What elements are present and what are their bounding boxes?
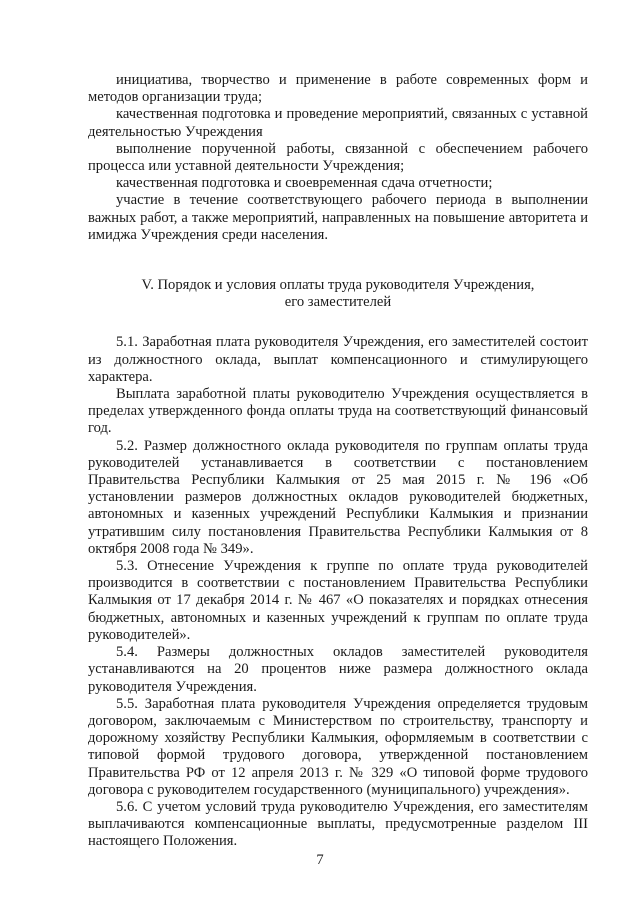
spacer: [88, 311, 588, 334]
paragraph-5-4: 5.4. Размеры должностных окладов заместителей руководителя устанавливаются на 20 процентов ниже размера должностного оклада руководителя Учреждения.: [88, 644, 588, 695]
paragraph-5-3: 5.3. Отнесение Учреждения к группе по оплате труда руководителей производится в соответствии с постановлением Правительства Республики Калмыкия от 17 декабря 2014 г. № 467 «О показателях и порядках отнесения бюджетных, автономных и казенных учреждений к группам по оплате труда руководителей».: [88, 558, 588, 643]
section-heading: [88, 277, 588, 311]
paragraph-salary-payment: Выплата заработной платы руководителю Учреждения осуществляется в пределах утвержденного фонда оплаты труда на соответствующий финансовый год.: [88, 386, 588, 437]
paragraph-5-6: 5.6. С учетом условий труда руководителю Учреждения, его заместителям выплачиваются компенсационные выплаты, предусмотренные разделом III настоящего Положения.: [88, 798, 588, 850]
section-heading-line2: его заместителей: [284, 294, 392, 311]
document-body: [88, 72, 588, 851]
paragraph-5-2: 5.2. Размер должностного оклада руководителя по группам оплаты труда руководителей устанавливается в соответствии с постановлением Правительства Республики Калмыкия от 25 мая 2015 г. № 196 «Об установлении размеров должностных окладов руководителей бюджетных, автономных и казенных учреждений Республики Калмыкия и признании утратившим силу постановления Правительства Республики Калмыкия от 8 октября 2008 года № 349».: [88, 437, 588, 557]
intro-item-participation: участие в течение соответствующего рабочего периода в выполнении важных работ, а также мероприятий, направленных на повышение авторитета и имиджа Учреждения среди населения.: [88, 192, 588, 243]
page-number: 7: [316, 852, 324, 868]
paragraph-5-1: 5.1. Заработная плата руководителя Учреждения, его заместителей состоит из должностного оклада, выплат компенсационного и стимулирующего характера.: [88, 334, 588, 385]
intro-item-assigned-work: выполнение порученной работы, связанной с обеспечением рабочего процесса или уставной деятельности Учреждения;: [88, 140, 588, 175]
spacer: [88, 244, 588, 277]
paragraph-5-5: 5.5. Заработная плата руководителя Учреждения определяется трудовым договором, заключаемым с Министерством по строительству, транспорту и дорожному хозяйству Республики Калмыкия, оформляемым в соответствии с типовой формой трудового договора, утвержденной постановлением Правительства РФ от 12 апреля 2013 г. № 329 «О типовой форме трудового договора с руководителем государственного (муниципального) учреждения».: [88, 695, 588, 798]
intro-item-events: качественная подготовка и проведение мероприятий, связанных с уставной деятельностью Учреждения: [88, 106, 588, 140]
intro-item-reporting: качественная подготовка и своевременная сдача отчетности;: [116, 175, 493, 192]
intro-item-initiative: инициатива, творчество и применение в работе современных форм и методов организации труда;: [88, 72, 588, 106]
section-heading-line1: V. Порядок и условия оплаты труда руководителя Учреждения,: [141, 277, 535, 294]
